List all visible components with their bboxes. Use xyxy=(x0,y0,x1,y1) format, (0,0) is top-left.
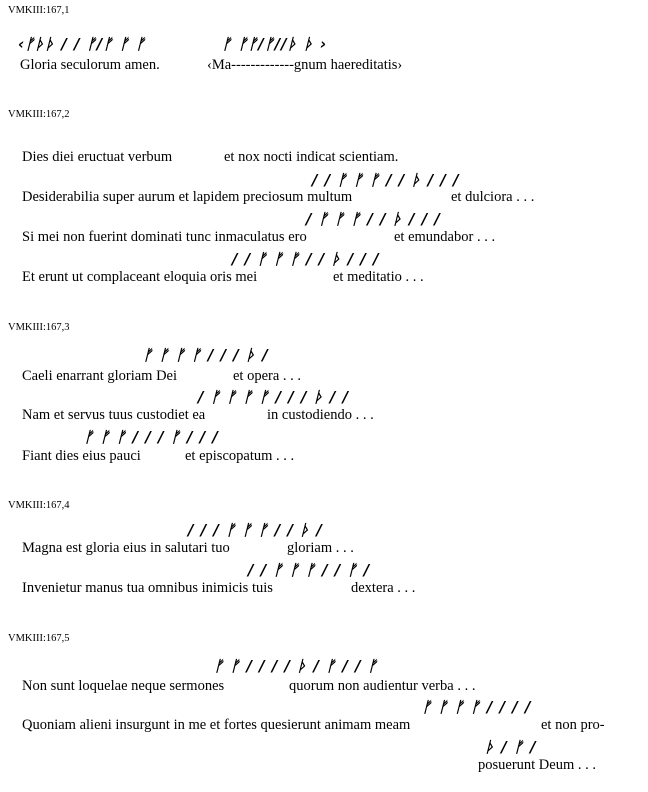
chant-text: dextera . . . xyxy=(351,580,416,596)
section-label: VMKIII:167,5 xyxy=(8,633,70,644)
chant-text: Quoniam alieni insurgunt in me et fortes quesierunt animam meam xyxy=(22,717,411,733)
chant-text: et opera . . . xyxy=(233,368,302,384)
neume-notation: / / ᚠ ᚠ ᚠ / / ᚦ / / / xyxy=(312,171,460,189)
chant-text: et non pro- xyxy=(541,717,605,733)
chant-text: Dies diei eructuat verbum xyxy=(22,149,173,165)
neume-notation: ᚠ ᚠ / / / / ᚦ / ᚠ / / ᚠ xyxy=(214,657,378,675)
chant-text: et dulciora . . . xyxy=(451,189,535,205)
chant-text: et nox nocti indicat scientiam. xyxy=(224,149,399,165)
chant-text: Et erunt ut complaceant eloquia oris mei xyxy=(22,269,258,285)
chant-text: in custodiendo . . . xyxy=(267,407,374,423)
neume-notation: ᚠ ᚠᚠ/ᚠ//ᚦ ᚦ › xyxy=(222,35,328,53)
section-label: VMKIII:167,4 xyxy=(8,500,70,511)
neume-notation: / / ᚠ ᚠ ᚠ / / ᚦ / / / xyxy=(232,250,380,268)
neume-notation: / ᚠ ᚠ ᚠ / / ᚦ / / / xyxy=(306,210,441,228)
section-label: VMKIII:167,1 xyxy=(8,5,70,16)
neume-notation: ᚠ ᚠ ᚠ ᚠ / / / / xyxy=(422,698,532,716)
chant-text: Gloria seculorum amen. xyxy=(20,57,160,73)
chant-text: et episcopatum . . . xyxy=(185,448,295,464)
chant-text: Magna est gloria eius in salutari tuo xyxy=(22,540,230,556)
chant-text: gloriam . . . xyxy=(287,540,354,556)
chant-text: Caeli enarrant gloriam Dei xyxy=(22,368,178,384)
chant-text: et meditatio . . . xyxy=(333,269,424,285)
chant-text: Si mei non fuerint dominati tunc inmaculatus ero xyxy=(22,229,307,245)
chant-text: Desiderabilia super aurum et lapidem preciosum multum xyxy=(22,189,353,205)
section-label: VMKIII:167,2 xyxy=(8,109,70,120)
neume-notation: ‹ᚠᚦᚦ / / ᚠ/ᚠ ᚠ ᚠ xyxy=(18,35,146,53)
neume-notation: / ᚠ ᚠ ᚠ ᚠ / / / ᚦ / / xyxy=(198,388,350,406)
chant-text: Nam et servus tuus custodiet ea xyxy=(22,407,206,423)
neume-notation: / / / ᚠ ᚠ ᚠ / / ᚦ / xyxy=(188,521,323,539)
chant-text: et emundabor . . . xyxy=(394,229,496,245)
chant-text: quorum non audientur verba . . . xyxy=(289,678,476,694)
neume-notation: ᚠ ᚠ ᚠ ᚠ / / / ᚦ / xyxy=(143,346,269,364)
neume-notation: ᚠ ᚠ ᚠ / / / ᚠ / / / xyxy=(84,428,219,446)
neume-notation: ᚦ / ᚠ / xyxy=(485,738,537,756)
chant-text: posuerunt Deum . . . xyxy=(478,757,596,773)
neume-notation: / / ᚠ ᚠ ᚠ / / ᚠ / xyxy=(248,561,371,579)
chant-text: ‹Ma-------------gnum haereditatis› xyxy=(207,57,403,73)
chant-text: Non sunt loquelae neque sermones xyxy=(22,678,225,694)
chant-text: Fiant dies eius pauci xyxy=(22,448,141,464)
section-label: VMKIII:167,3 xyxy=(8,322,70,333)
chant-text: Invenietur manus tua omnibus inimicis tuis xyxy=(22,580,273,596)
